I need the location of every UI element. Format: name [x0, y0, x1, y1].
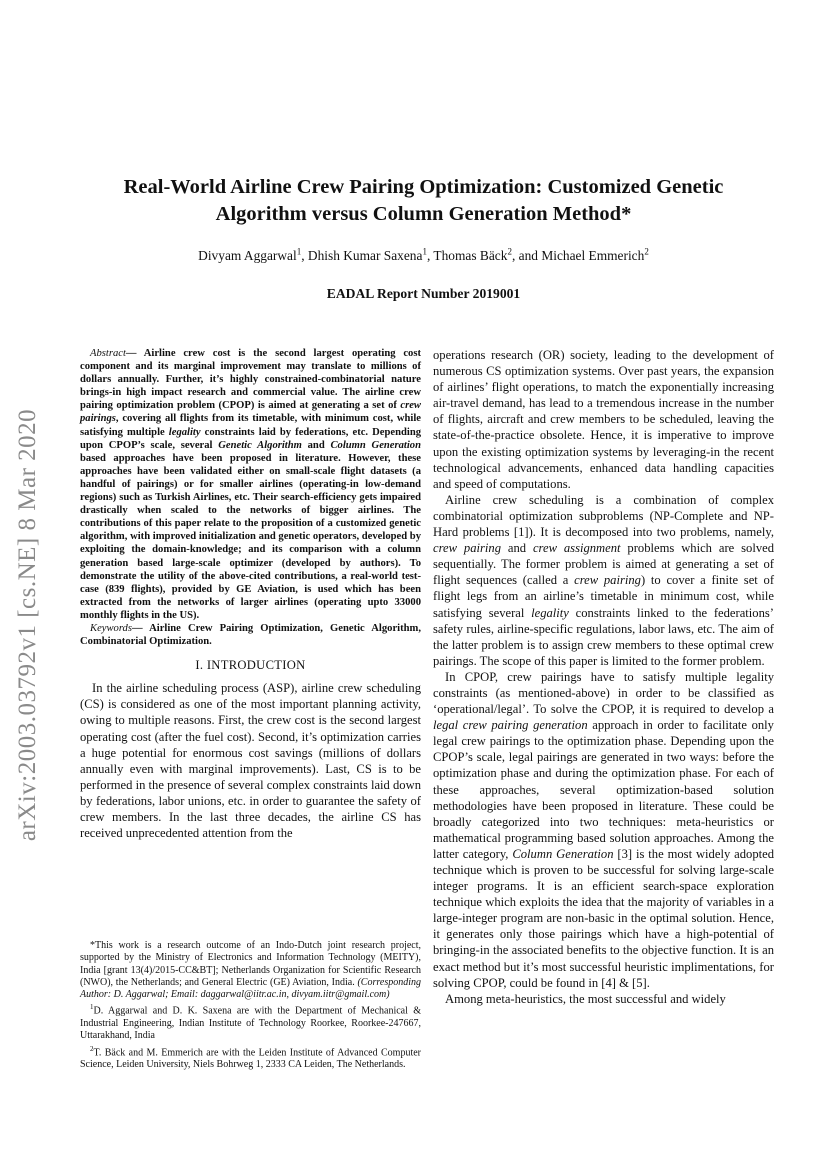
abstract: Abstract— Airline crew cost is the second largest operating cost component and its marginal improvement may translate to millions of dollars annually. Further, it’s highly constrained-combinatorial nature brings-in high impact research and commercial value. The airline crew pairing optimization problem (CPOP) is aimed at generating a set of crew pairings, covering all flights from its timetable, with minimum cost, while satisfying multiple legality constraints laid by federations, etc. Depending upon CPOP’s scale, several Genetic Algorithm and Column Generation based approaches have been proposed in literature. However, these approaches have been validated either on small-scale flight datasets (a handful of pairings) or for smaller airlines (operating-in low-demand regions) such as Turkish Airlines, etc. Their search-efficiency gets impaired drastically when scaled to the networks of bigger airlines. The contributions of this paper relate to the proposition of a customized genetic algorithm, with improved initialization and genetic operators, developed by exploiting the domain-knowledge; and its comparison with a column generation based large-scale optimizer (developed by authors). To demonstrate the utility of the above-cited contributions, a real-world test-case (839 flights), provided by GE Aviation, is used which has been extracted from the networks of larger airlines (operating upto 33000 monthly flights in the US).: [80, 348, 422, 621]
abstract-label: Abstract: [90, 348, 126, 359]
right-column: [433, 347, 774, 1007]
author-list: [90, 247, 757, 264]
keywords: Keywords— Airline Crew Pairing Optimization, Genetic Algorithm, Combinatorial Optimization.: [80, 622, 421, 648]
body-paragraph: operations research (OR) society, leading to the development of numerous CS optimization systems. Over past years, the expansion of airlines’ flight operations, to match the exponentially increasing air-travel demand, has lead to a tremendous increase in the number of flights, aircraft and crew members to be scheduled, leaving the state-of-the-practice obsolete. Hence, it is imperative to improve upon the existing optimization systems by leveraging-in the recent technological advancements, enhanced data handling capacities and speed of computations.: [433, 348, 774, 491]
keywords-label: Keywords: [90, 622, 132, 634]
author: Michael Emmerich$^2$: [541, 247, 649, 264]
title-line-1: Real-World Airline Crew Pairing Optimization: Customized Genetic: [123, 176, 724, 198]
footnote-1: $^1$D. Aggarwal and D. K. Saxena are with the Department of Mechanical & Industrial Engineering, Indian Institute of Technology Roorkee, Roorkee-247667, Uttarakhand, India: [80, 1003, 421, 1042]
title-line-2: Algorithm versus Column Generation Method*: [215, 203, 632, 225]
section-heading-introduction: I. INTRODUCTION: [195, 658, 306, 673]
author: Divyam Aggarwal$^1$,: [198, 247, 308, 264]
footnote-2: $^2$T. Bäck and M. Emmerich are with the Leiden Institute of Advanced Computer Science, Leiden University, Niels Bohrweg 1, 2333 CA Leiden, The Netherlands.: [80, 1044, 421, 1071]
left-column: [80, 347, 421, 841]
author: Thomas Bäck$^2$, and: [433, 247, 542, 264]
arxiv-side-identifier: [4, 365, 52, 885]
arxiv-id-text: arXiv:2003.03792v1 [cs.NE] 8 Mar 2020: [14, 408, 41, 842]
report-number: EADAL Report Number 2019001: [326, 286, 521, 301]
body-paragraph: In CPOP, crew pairings have to satisfy multiple legality constraints (as mentioned-above) in order to be classified as ‘operational/legal’. To solve the CPOP, it is required to develop a legal crew pairing generation approach in order to facilitate only legal crew pairings to the optimization phase. Depending upon the CPOP’s scale, legal pairings are generated in two ways: before the optimization phase and during the optimization phase. For each of these approaches, several optimization-based solution methodologies have been proposed in literature. These could be broadly categorized into two techniques: meta-heuristics or mathematical programming based solution approaches. Among the latter category, Column Generation [3] is the most widely adopted technique which is proven to be successful for solving large-scale integer programs. It is an efficient search-space exploration technique which exploits the idea that the majority of variables in a large-integer program are non-basic in the optimal solution. Hence, it generates only those pairings which have a high-potential of bringing-in the associated benefits to the objective function. It is an exact method but it’s most successful heuristic implimentations, for solving CPOP, could be found in [4] & [5].: [433, 669, 775, 990]
author: Dhish Kumar Saxena$^1$,: [307, 247, 434, 264]
footnotes: [80, 940, 421, 1072]
body-paragraph: Airline crew scheduling is a combination of complex combinatorial optimization subproblems (NP-Complete and NP-Hard problems [1]). It is decomposed into two problems, namely, crew pairing and crew assignment problems which are solved sequentially. The former problem is aimed at generating a set of flight sequences (called a crew pairing) to cover a finite set of flight legs from an airline’s timetable in minimum cost, while satisfying several legality constraints linked to the federations’ safety rules, airline-specific regulations, labor laws, etc. The aim of the latter problem is to assign crew members to these optimal crew pairings. The scope of this paper is limited to the former problem.: [433, 492, 775, 668]
intro-paragraph: In the airline scheduling process (ASP), airline crew scheduling (CS) is considered as one of the most important planning activity, owing to multiple reasons. First, the crew cost is the second largest operating cost (after the fuel cost). Second, it’s optimization carries a huge potential for enormous cost savings (millions of dollars annually even with marginal improvements). Last, CS is to be performed in the presence of several complex constraints laid down by federations, labor unions, etc. in order to guarantee the safety of crew members. In the last three decades, the airline CS has received unprecedented attention from the: [80, 681, 421, 841]
footnote-funding: *This work is a research outcome of an Indo-Dutch joint research project, supported by the Ministry of Electronics and Information Technology (MEITY), India [grant 13(4)/2015-CC&BT]; Netherlands Organization for Scientific Research (NWO), the Netherlands; and General Electric (GE) Aviation, India. (Corresponding Author: D. Aggarwal; Email: daggarwal@iitr.ac.in, divyam.iitr@gmail.com): [80, 940, 421, 1001]
paper-title: [90, 174, 757, 228]
body-paragraph: Among meta-heuristics, the most successful and widely: [445, 991, 726, 1006]
